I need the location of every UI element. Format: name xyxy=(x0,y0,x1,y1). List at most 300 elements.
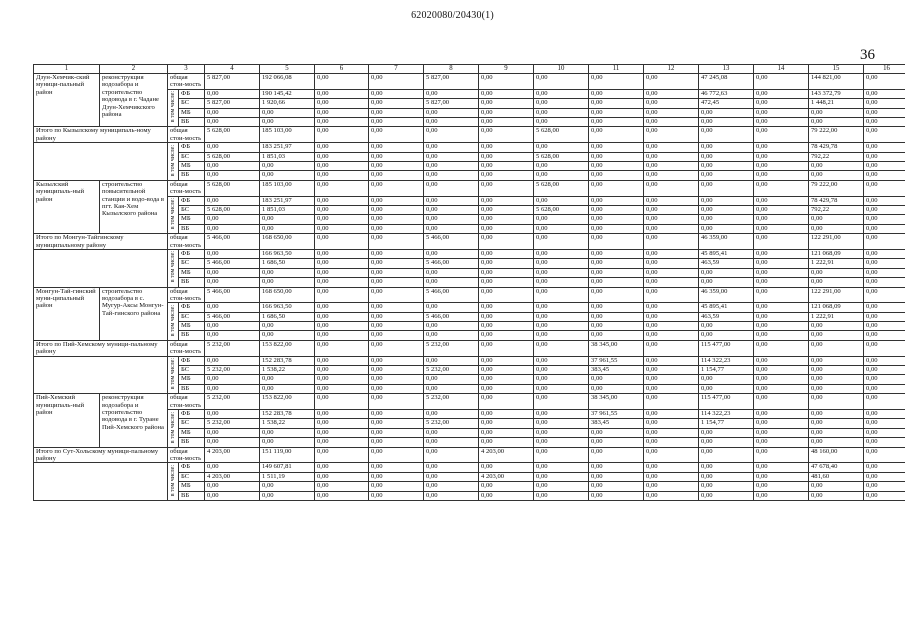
value-cell: 0,00 xyxy=(315,205,369,214)
value-cell: 0,00 xyxy=(864,331,905,340)
value-cell: 38 345,00 xyxy=(589,394,644,410)
value-cell: 0,00 xyxy=(699,224,754,233)
value-cell: 0,00 xyxy=(534,447,589,463)
total-row xyxy=(34,74,905,90)
value-cell: 0,00 xyxy=(205,384,260,393)
value-cell: 0,00 xyxy=(754,171,809,180)
value-cell: 481,60 xyxy=(809,472,864,481)
total-row xyxy=(34,447,905,463)
funding-source: МБ xyxy=(179,322,205,331)
value-cell: 0,00 xyxy=(644,278,699,287)
value-cell: 0,00 xyxy=(809,394,864,410)
value-cell: 0,00 xyxy=(644,127,699,143)
project-description: строительство повысительной станции и водо-вода в пгт. Кая-Хем Кызылского района xyxy=(100,180,168,233)
value-cell: 0,00 xyxy=(534,356,589,365)
value-cell: 0,00 xyxy=(205,410,260,419)
value-cell: 0,00 xyxy=(205,249,260,258)
value-cell: 47 245,08 xyxy=(699,74,754,90)
value-cell: 1 222,91 xyxy=(809,259,864,268)
funding-source: ВБ xyxy=(179,224,205,233)
blank-cell xyxy=(34,356,168,394)
value-cell: 78 429,78 xyxy=(809,196,864,205)
value-cell: 0,00 xyxy=(534,438,589,447)
value-cell: 0,00 xyxy=(754,491,809,500)
value-cell: 0,00 xyxy=(479,161,534,170)
value-cell: 0,00 xyxy=(369,108,424,117)
value-cell: 0,00 xyxy=(754,312,809,321)
value-cell: 0,00 xyxy=(864,428,905,437)
column-header: 2 xyxy=(100,65,168,74)
value-cell: 5 827,00 xyxy=(205,74,260,90)
project-description: реконструкция водозабора и строительство водовода в г. Туране Пий-Хемского района xyxy=(100,394,168,447)
funding-source: БС xyxy=(179,205,205,214)
value-cell: 0,00 xyxy=(534,161,589,170)
document-reference-number: 62020080/20430(1) xyxy=(411,10,494,21)
value-cell: 0,00 xyxy=(534,419,589,428)
value-cell: 37 961,55 xyxy=(589,410,644,419)
value-cell: 1 154,77 xyxy=(699,366,754,375)
value-cell: 0,00 xyxy=(534,384,589,393)
value-cell: 0,00 xyxy=(369,249,424,258)
value-cell: 0,00 xyxy=(754,89,809,98)
value-cell: 0,00 xyxy=(864,312,905,321)
value-cell: 0,00 xyxy=(369,322,424,331)
value-cell: 1 538,22 xyxy=(260,366,315,375)
value-cell: 0,00 xyxy=(479,89,534,98)
value-cell: 0,00 xyxy=(369,419,424,428)
value-cell: 0,00 xyxy=(315,127,369,143)
value-cell: 0,00 xyxy=(205,463,260,472)
value-cell: 0,00 xyxy=(534,491,589,500)
value-cell: 1 851,03 xyxy=(260,152,315,161)
value-cell: 0,00 xyxy=(205,482,260,491)
value-cell: 183 251,97 xyxy=(260,196,315,205)
value-cell: 0,00 xyxy=(424,171,479,180)
value-cell: 0,00 xyxy=(644,152,699,161)
value-cell: 0,00 xyxy=(534,463,589,472)
value-cell: 0,00 xyxy=(315,340,369,356)
total-row xyxy=(34,180,905,196)
value-cell: 0,00 xyxy=(369,312,424,321)
funding-source: ВБ xyxy=(179,278,205,287)
funding-source: БС xyxy=(179,419,205,428)
value-cell: 0,00 xyxy=(369,234,424,250)
column-header: 1 xyxy=(34,65,100,74)
value-cell: 0,00 xyxy=(534,171,589,180)
value-cell: 0,00 xyxy=(315,196,369,205)
value-cell: 383,45 xyxy=(589,366,644,375)
value-cell: 149 607,81 xyxy=(260,463,315,472)
value-cell: 0,00 xyxy=(534,303,589,312)
total-row xyxy=(34,340,905,356)
funding-source: ФБ xyxy=(179,249,205,258)
value-cell: 0,00 xyxy=(424,205,479,214)
value-cell: 0,00 xyxy=(424,447,479,463)
value-cell: 0,00 xyxy=(315,312,369,321)
value-cell: 0,00 xyxy=(809,356,864,365)
value-cell: 5 628,00 xyxy=(534,180,589,196)
value-cell: 0,00 xyxy=(424,89,479,98)
value-cell: 0,00 xyxy=(754,340,809,356)
column-header: 11 xyxy=(589,65,644,74)
value-cell: 0,00 xyxy=(534,143,589,152)
value-cell: 0,00 xyxy=(754,268,809,277)
including-text: в том числе: xyxy=(169,144,176,176)
value-cell: 0,00 xyxy=(644,375,699,384)
value-cell: 0,00 xyxy=(534,99,589,108)
value-cell: 153 822,00 xyxy=(260,394,315,410)
value-cell: 0,00 xyxy=(754,287,809,303)
value-cell: 0,00 xyxy=(754,419,809,428)
value-cell: 114 322,23 xyxy=(699,356,754,365)
value-cell: 0,00 xyxy=(479,74,534,90)
funding-source: МБ xyxy=(179,375,205,384)
total-label: Итого по Пий-Хемскому муници-пальному району xyxy=(34,340,168,356)
value-cell: 0,00 xyxy=(589,447,644,463)
value-cell: 0,00 xyxy=(424,143,479,152)
value-cell: 0,00 xyxy=(864,366,905,375)
district-name: Дзун-Хемчик-ский муници-пальный район xyxy=(34,74,100,127)
value-cell: 463,59 xyxy=(699,312,754,321)
value-cell: 0,00 xyxy=(589,161,644,170)
value-cell: 0,00 xyxy=(699,205,754,214)
value-cell: 0,00 xyxy=(754,108,809,117)
value-cell: 0,00 xyxy=(589,428,644,437)
value-cell: 0,00 xyxy=(369,259,424,268)
value-cell: 0,00 xyxy=(864,303,905,312)
value-cell: 0,00 xyxy=(315,447,369,463)
value-cell: 121 068,09 xyxy=(809,303,864,312)
value-cell: 0,00 xyxy=(534,278,589,287)
value-cell: 0,00 xyxy=(369,394,424,410)
value-cell: 0,00 xyxy=(699,117,754,126)
value-cell: 0,00 xyxy=(589,482,644,491)
value-cell: 0,00 xyxy=(479,224,534,233)
value-cell: 0,00 xyxy=(369,224,424,233)
value-cell: 0,00 xyxy=(260,375,315,384)
value-cell: 0,00 xyxy=(424,117,479,126)
value-cell: 0,00 xyxy=(754,356,809,365)
value-cell: 0,00 xyxy=(754,152,809,161)
including-text: в том числе: xyxy=(169,304,176,337)
funding-source: МБ xyxy=(179,215,205,224)
value-cell: 168 650,00 xyxy=(260,234,315,250)
funding-source: БС xyxy=(179,312,205,321)
value-cell: 0,00 xyxy=(699,215,754,224)
blank-cell xyxy=(34,249,168,287)
value-cell: 5 466,00 xyxy=(424,234,479,250)
value-cell: 0,00 xyxy=(809,340,864,356)
value-cell: 0,00 xyxy=(589,491,644,500)
value-cell: 0,00 xyxy=(424,303,479,312)
cost-type-label: общая стои-мость xyxy=(168,180,205,196)
value-cell: 0,00 xyxy=(809,491,864,500)
funding-source: БС xyxy=(179,152,205,161)
district-name: Монгун-Тай-гинский муни-ципальный район xyxy=(34,287,100,340)
value-cell: 0,00 xyxy=(754,394,809,410)
value-cell: 0,00 xyxy=(315,234,369,250)
value-cell: 0,00 xyxy=(369,482,424,491)
funding-row xyxy=(34,143,905,152)
value-cell: 0,00 xyxy=(699,108,754,117)
value-cell: 0,00 xyxy=(479,340,534,356)
value-cell: 0,00 xyxy=(315,180,369,196)
value-cell: 5 232,00 xyxy=(424,340,479,356)
column-header: 6 xyxy=(315,65,369,74)
value-cell: 0,00 xyxy=(315,171,369,180)
value-cell: 0,00 xyxy=(589,89,644,98)
value-cell: 0,00 xyxy=(315,303,369,312)
value-cell: 0,00 xyxy=(699,161,754,170)
value-cell: 0,00 xyxy=(644,356,699,365)
value-cell: 144 821,00 xyxy=(809,74,864,90)
value-cell: 0,00 xyxy=(534,287,589,303)
value-cell: 0,00 xyxy=(479,234,534,250)
value-cell: 168 650,00 xyxy=(260,287,315,303)
value-cell: 5 466,00 xyxy=(424,259,479,268)
value-cell: 0,00 xyxy=(699,384,754,393)
funding-source: БС xyxy=(179,99,205,108)
value-cell: 0,00 xyxy=(864,152,905,161)
value-cell: 0,00 xyxy=(589,127,644,143)
value-cell: 0,00 xyxy=(754,74,809,90)
value-cell: 0,00 xyxy=(479,312,534,321)
value-cell: 5 232,00 xyxy=(424,366,479,375)
value-cell: 5 232,00 xyxy=(205,340,260,356)
value-cell: 0,00 xyxy=(589,196,644,205)
value-cell: 0,00 xyxy=(809,171,864,180)
value-cell: 0,00 xyxy=(864,394,905,410)
value-cell: 0,00 xyxy=(315,384,369,393)
value-cell: 0,00 xyxy=(260,322,315,331)
value-cell: 0,00 xyxy=(369,287,424,303)
value-cell: 0,00 xyxy=(809,438,864,447)
funding-source: БС xyxy=(179,472,205,481)
value-cell: 0,00 xyxy=(864,491,905,500)
value-cell: 0,00 xyxy=(534,234,589,250)
value-cell: 0,00 xyxy=(315,143,369,152)
funding-source: МБ xyxy=(179,428,205,437)
value-cell: 0,00 xyxy=(864,89,905,98)
value-cell: 0,00 xyxy=(369,410,424,419)
value-cell: 0,00 xyxy=(534,375,589,384)
value-cell: 0,00 xyxy=(479,491,534,500)
value-cell: 0,00 xyxy=(754,410,809,419)
value-cell: 0,00 xyxy=(699,322,754,331)
value-cell: 0,00 xyxy=(644,340,699,356)
value-cell: 0,00 xyxy=(644,303,699,312)
value-cell: 0,00 xyxy=(589,331,644,340)
value-cell: 463,59 xyxy=(699,259,754,268)
value-cell: 0,00 xyxy=(205,375,260,384)
value-cell: 0,00 xyxy=(534,196,589,205)
value-cell: 0,00 xyxy=(369,447,424,463)
value-cell: 0,00 xyxy=(424,463,479,472)
value-cell: 0,00 xyxy=(809,366,864,375)
value-cell: 0,00 xyxy=(754,375,809,384)
value-cell: 0,00 xyxy=(644,438,699,447)
funding-source: МБ xyxy=(179,108,205,117)
value-cell: 0,00 xyxy=(754,331,809,340)
value-cell: 0,00 xyxy=(534,74,589,90)
value-cell: 0,00 xyxy=(369,171,424,180)
value-cell: 0,00 xyxy=(369,74,424,90)
value-cell: 5 232,00 xyxy=(205,366,260,375)
value-cell: 0,00 xyxy=(864,215,905,224)
value-cell: 0,00 xyxy=(260,491,315,500)
value-cell: 0,00 xyxy=(864,384,905,393)
value-cell: 0,00 xyxy=(479,215,534,224)
funding-source: ФБ xyxy=(179,356,205,365)
value-cell: 0,00 xyxy=(644,384,699,393)
value-cell: 0,00 xyxy=(699,143,754,152)
value-cell: 0,00 xyxy=(424,152,479,161)
value-cell: 0,00 xyxy=(809,278,864,287)
value-cell: 0,00 xyxy=(479,419,534,428)
value-cell: 0,00 xyxy=(864,472,905,481)
value-cell: 0,00 xyxy=(699,196,754,205)
value-cell: 0,00 xyxy=(369,196,424,205)
value-cell: 0,00 xyxy=(754,482,809,491)
value-cell: 0,00 xyxy=(315,89,369,98)
value-cell: 0,00 xyxy=(864,171,905,180)
value-cell: 0,00 xyxy=(369,340,424,356)
value-cell: 0,00 xyxy=(205,196,260,205)
value-cell: 0,00 xyxy=(534,410,589,419)
value-cell: 0,00 xyxy=(864,268,905,277)
value-cell: 79 222,00 xyxy=(809,127,864,143)
value-cell: 46 772,63 xyxy=(699,89,754,98)
value-cell: 183 251,97 xyxy=(260,143,315,152)
value-cell: 0,00 xyxy=(864,419,905,428)
value-cell: 4 203,00 xyxy=(479,447,534,463)
funding-source: ФБ xyxy=(179,89,205,98)
value-cell: 0,00 xyxy=(205,356,260,365)
value-cell: 0,00 xyxy=(424,127,479,143)
value-cell: 0,00 xyxy=(589,303,644,312)
value-cell: 0,00 xyxy=(809,419,864,428)
value-cell: 1 222,91 xyxy=(809,312,864,321)
value-cell: 0,00 xyxy=(479,384,534,393)
value-cell: 122 291,00 xyxy=(809,234,864,250)
value-cell: 0,00 xyxy=(589,438,644,447)
value-cell: 0,00 xyxy=(315,99,369,108)
value-cell: 4 203,00 xyxy=(479,472,534,481)
value-cell: 0,00 xyxy=(424,384,479,393)
value-cell: 0,00 xyxy=(864,259,905,268)
value-cell: 0,00 xyxy=(589,375,644,384)
value-cell: 0,00 xyxy=(589,171,644,180)
value-cell: 0,00 xyxy=(754,196,809,205)
value-cell: 0,00 xyxy=(864,99,905,108)
value-cell: 0,00 xyxy=(754,234,809,250)
value-cell: 0,00 xyxy=(644,117,699,126)
value-cell: 0,00 xyxy=(369,384,424,393)
value-cell: 0,00 xyxy=(864,196,905,205)
value-cell: 0,00 xyxy=(699,180,754,196)
value-cell: 0,00 xyxy=(424,180,479,196)
funding-row xyxy=(34,463,905,472)
value-cell: 0,00 xyxy=(644,428,699,437)
value-cell: 0,00 xyxy=(369,117,424,126)
column-header: 14 xyxy=(754,65,809,74)
value-cell: 0,00 xyxy=(589,322,644,331)
value-cell: 0,00 xyxy=(644,99,699,108)
value-cell: 0,00 xyxy=(699,127,754,143)
value-cell: 0,00 xyxy=(589,287,644,303)
funding-row xyxy=(34,356,905,365)
value-cell: 1 686,50 xyxy=(260,312,315,321)
cost-type-label: общая стои-мость xyxy=(168,74,205,90)
value-cell: 0,00 xyxy=(644,331,699,340)
value-cell: 0,00 xyxy=(369,491,424,500)
value-cell: 143 372,79 xyxy=(809,89,864,98)
value-cell: 0,00 xyxy=(315,472,369,481)
value-cell: 0,00 xyxy=(315,161,369,170)
value-cell: 0,00 xyxy=(644,89,699,98)
district-name: Пий-Хемский муниципаль-ный район xyxy=(34,394,100,447)
value-cell: 0,00 xyxy=(644,491,699,500)
value-cell: 0,00 xyxy=(479,180,534,196)
value-cell: 0,00 xyxy=(369,375,424,384)
cost-type-label: общая стои-мость xyxy=(168,340,205,356)
value-cell: 0,00 xyxy=(589,180,644,196)
value-cell: 5 628,00 xyxy=(205,152,260,161)
value-cell: 0,00 xyxy=(205,491,260,500)
value-cell: 0,00 xyxy=(589,99,644,108)
value-cell: 115 477,00 xyxy=(699,394,754,410)
value-cell: 152 283,78 xyxy=(260,356,315,365)
value-cell: 121 068,09 xyxy=(809,249,864,258)
value-cell: 0,00 xyxy=(369,268,424,277)
value-cell: 0,00 xyxy=(644,249,699,258)
value-cell: 792,22 xyxy=(809,205,864,214)
value-cell: 0,00 xyxy=(260,224,315,233)
value-cell: 0,00 xyxy=(754,127,809,143)
value-cell: 0,00 xyxy=(699,331,754,340)
value-cell: 0,00 xyxy=(260,482,315,491)
value-cell: 0,00 xyxy=(534,224,589,233)
value-cell: 0,00 xyxy=(864,224,905,233)
value-cell: 0,00 xyxy=(644,419,699,428)
value-cell: 0,00 xyxy=(205,322,260,331)
value-cell: 0,00 xyxy=(809,384,864,393)
value-cell: 114 322,23 xyxy=(699,410,754,419)
value-cell: 0,00 xyxy=(864,117,905,126)
value-cell: 0,00 xyxy=(424,428,479,437)
value-cell: 0,00 xyxy=(369,366,424,375)
funding-source: МБ xyxy=(179,161,205,170)
value-cell: 0,00 xyxy=(534,89,589,98)
value-cell: 0,00 xyxy=(479,278,534,287)
value-cell: 0,00 xyxy=(699,375,754,384)
value-cell: 0,00 xyxy=(479,196,534,205)
value-cell: 0,00 xyxy=(809,161,864,170)
value-cell: 0,00 xyxy=(534,312,589,321)
funding-source: ВБ xyxy=(179,438,205,447)
value-cell: 0,00 xyxy=(315,215,369,224)
value-cell: 5 232,00 xyxy=(424,419,479,428)
value-cell: 0,00 xyxy=(424,410,479,419)
value-cell: 0,00 xyxy=(644,410,699,419)
value-cell: 0,00 xyxy=(699,428,754,437)
value-cell: 0,00 xyxy=(644,74,699,90)
value-cell: 0,00 xyxy=(864,205,905,214)
page-number: 36 xyxy=(860,47,875,63)
value-cell: 0,00 xyxy=(644,259,699,268)
value-cell: 0,00 xyxy=(864,161,905,170)
value-cell: 0,00 xyxy=(315,74,369,90)
